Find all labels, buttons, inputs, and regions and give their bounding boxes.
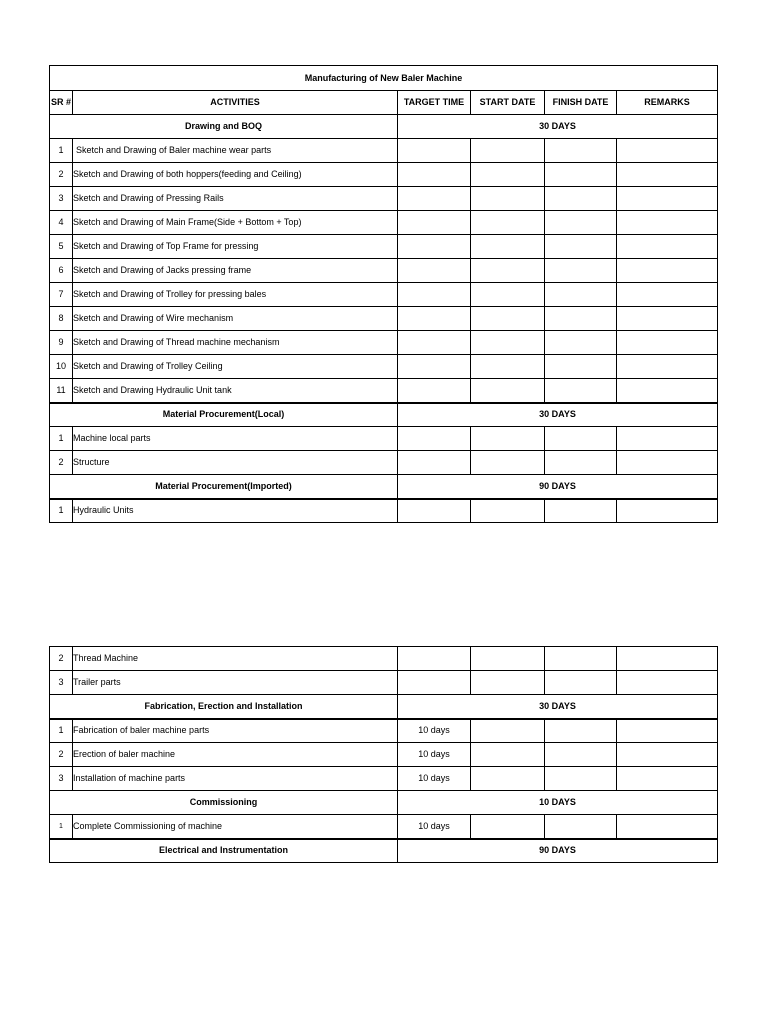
row-activity: Complete Commissioning of machine bbox=[73, 815, 398, 839]
table-row bbox=[50, 187, 718, 211]
row-finish-date bbox=[545, 355, 617, 379]
table-row bbox=[50, 767, 718, 791]
row-target-time bbox=[398, 451, 471, 475]
section-days: 30 DAYS bbox=[398, 403, 718, 427]
row-remarks bbox=[617, 671, 718, 695]
table-row bbox=[50, 355, 718, 379]
table-title: Manufacturing of New Baler Machine bbox=[50, 66, 718, 91]
row-start-date bbox=[471, 427, 545, 451]
header-row bbox=[50, 91, 718, 115]
row-number: 3 bbox=[50, 187, 73, 211]
row-finish-date bbox=[545, 451, 617, 475]
row-target-time: 10 days bbox=[398, 815, 471, 839]
section-days: 90 DAYS bbox=[398, 475, 718, 499]
header-remarks: REMARKS bbox=[617, 91, 718, 115]
row-activity: Machine local parts bbox=[73, 427, 398, 451]
row-finish-date bbox=[545, 139, 617, 163]
row-remarks bbox=[617, 427, 718, 451]
table-row bbox=[50, 743, 718, 767]
section-name: Electrical and Instrumentation bbox=[50, 839, 398, 863]
row-finish-date bbox=[545, 235, 617, 259]
row-start-date bbox=[471, 499, 545, 523]
row-number: 1 bbox=[50, 427, 73, 451]
row-activity: Hydraulic Units bbox=[73, 499, 398, 523]
row-activity: Sketch and Drawing of both hoppers(feeding and Ceiling) bbox=[73, 163, 398, 187]
row-remarks bbox=[617, 307, 718, 331]
title-row bbox=[50, 66, 718, 91]
row-activity: Erection of baler machine bbox=[73, 743, 398, 767]
row-number: 3 bbox=[50, 671, 73, 695]
row-finish-date bbox=[545, 211, 617, 235]
row-start-date bbox=[471, 451, 545, 475]
row-finish-date bbox=[545, 379, 617, 403]
row-target-time bbox=[398, 307, 471, 331]
row-finish-date bbox=[545, 743, 617, 767]
row-remarks bbox=[617, 355, 718, 379]
row-finish-date bbox=[545, 719, 617, 743]
row-activity: Thread Machine bbox=[73, 647, 398, 671]
row-activity: Sketch and Drawing of Wire mechanism bbox=[73, 307, 398, 331]
row-target-time: 10 days bbox=[398, 767, 471, 791]
table-row bbox=[50, 499, 718, 523]
row-target-time bbox=[398, 187, 471, 211]
row-finish-date bbox=[545, 671, 617, 695]
row-finish-date bbox=[545, 259, 617, 283]
row-activity: Sketch and Drawing of Main Frame(Side + Bottom + Top) bbox=[73, 211, 398, 235]
table-row bbox=[50, 427, 718, 451]
row-activity: Sketch and Drawing Hydraulic Unit tank bbox=[73, 379, 398, 403]
section-row-fabrication bbox=[50, 695, 718, 719]
table-row bbox=[50, 211, 718, 235]
header-start-date: START DATE bbox=[471, 91, 545, 115]
table-row bbox=[50, 379, 718, 403]
row-remarks bbox=[617, 163, 718, 187]
row-number: 1 bbox=[50, 139, 73, 163]
row-target-time bbox=[398, 235, 471, 259]
row-target-time bbox=[398, 647, 471, 671]
row-remarks bbox=[617, 743, 718, 767]
row-target-time bbox=[398, 139, 471, 163]
table-row bbox=[50, 647, 718, 671]
header-sr: SR # bbox=[50, 91, 73, 115]
row-finish-date bbox=[545, 815, 617, 839]
row-remarks bbox=[617, 815, 718, 839]
row-remarks bbox=[617, 187, 718, 211]
row-target-time bbox=[398, 331, 471, 355]
header-finish-date: FINISH DATE bbox=[545, 91, 617, 115]
row-start-date bbox=[471, 671, 545, 695]
row-number: 9 bbox=[50, 331, 73, 355]
section-row-procurement-local bbox=[50, 403, 718, 427]
row-target-time bbox=[398, 283, 471, 307]
row-finish-date bbox=[545, 163, 617, 187]
table-row bbox=[50, 719, 718, 743]
row-number: 2 bbox=[50, 647, 73, 671]
row-remarks bbox=[617, 331, 718, 355]
row-activity: Sketch and Drawing of Pressing Rails bbox=[73, 187, 398, 211]
row-number: 2 bbox=[50, 451, 73, 475]
row-start-date bbox=[471, 163, 545, 187]
row-activity: Sketch and Drawing of Trolley Ceiling bbox=[73, 355, 398, 379]
section-name: Material Procurement(Local) bbox=[50, 403, 398, 427]
row-target-time bbox=[398, 259, 471, 283]
section-days: 90 DAYS bbox=[398, 839, 718, 863]
row-number: 7 bbox=[50, 283, 73, 307]
schedule-table-page-1 bbox=[49, 65, 718, 523]
row-number: 6 bbox=[50, 259, 73, 283]
row-target-time bbox=[398, 427, 471, 451]
row-finish-date bbox=[545, 187, 617, 211]
table-row bbox=[50, 235, 718, 259]
row-target-time bbox=[398, 379, 471, 403]
row-remarks bbox=[617, 259, 718, 283]
row-activity: Installation of machine parts bbox=[73, 767, 398, 791]
section-row-electrical bbox=[50, 839, 718, 863]
section-name: Drawing and BOQ bbox=[50, 115, 398, 139]
row-finish-date bbox=[545, 307, 617, 331]
row-activity: Fabrication of baler machine parts bbox=[73, 719, 398, 743]
table-row bbox=[50, 307, 718, 331]
row-number: 3 bbox=[50, 767, 73, 791]
row-remarks bbox=[617, 451, 718, 475]
row-remarks bbox=[617, 211, 718, 235]
row-activity: Sketch and Drawing of Jacks pressing frame bbox=[73, 259, 398, 283]
section-name: Material Procurement(Imported) bbox=[50, 475, 398, 499]
row-number: 8 bbox=[50, 307, 73, 331]
header-activities: ACTIVITIES bbox=[73, 91, 398, 115]
row-activity: Sketch and Drawing of Trolley for pressing bales bbox=[73, 283, 398, 307]
row-target-time bbox=[398, 163, 471, 187]
row-remarks bbox=[617, 379, 718, 403]
table-row bbox=[50, 671, 718, 695]
section-row-procurement-imported bbox=[50, 475, 718, 499]
schedule-table-page-2 bbox=[49, 646, 718, 863]
row-number: 4 bbox=[50, 211, 73, 235]
row-start-date bbox=[471, 743, 545, 767]
row-finish-date bbox=[545, 767, 617, 791]
row-target-time bbox=[398, 499, 471, 523]
row-finish-date bbox=[545, 499, 617, 523]
row-start-date bbox=[471, 139, 545, 163]
row-start-date bbox=[471, 767, 545, 791]
row-number: 11 bbox=[50, 379, 73, 403]
row-remarks bbox=[617, 767, 718, 791]
section-days: 10 DAYS bbox=[398, 791, 718, 815]
row-number: 2 bbox=[50, 163, 73, 187]
row-number: 1 bbox=[50, 815, 73, 839]
row-activity: Trailer parts bbox=[73, 671, 398, 695]
row-start-date bbox=[471, 307, 545, 331]
section-name: Fabrication, Erection and Installation bbox=[50, 695, 398, 719]
row-target-time bbox=[398, 211, 471, 235]
row-start-date bbox=[471, 283, 545, 307]
row-number: 10 bbox=[50, 355, 73, 379]
row-finish-date bbox=[545, 331, 617, 355]
row-start-date bbox=[471, 235, 545, 259]
row-start-date bbox=[471, 815, 545, 839]
row-finish-date bbox=[545, 283, 617, 307]
section-days: 30 DAYS bbox=[398, 695, 718, 719]
section-row-commissioning bbox=[50, 791, 718, 815]
row-activity: Sketch and Drawing of Thread machine mechanism bbox=[73, 331, 398, 355]
row-activity: Sketch and Drawing of Top Frame for pressing bbox=[73, 235, 398, 259]
row-start-date bbox=[471, 259, 545, 283]
row-remarks bbox=[617, 235, 718, 259]
table-row bbox=[50, 139, 718, 163]
table-row bbox=[50, 815, 718, 839]
row-finish-date bbox=[545, 647, 617, 671]
section-days: 30 DAYS bbox=[398, 115, 718, 139]
row-start-date bbox=[471, 187, 545, 211]
row-target-time: 10 days bbox=[398, 719, 471, 743]
row-remarks bbox=[617, 139, 718, 163]
row-start-date bbox=[471, 379, 545, 403]
row-remarks bbox=[617, 719, 718, 743]
row-start-date bbox=[471, 647, 545, 671]
section-name: Commissioning bbox=[50, 791, 398, 815]
table-row bbox=[50, 331, 718, 355]
table-row bbox=[50, 283, 718, 307]
row-remarks bbox=[617, 647, 718, 671]
row-remarks bbox=[617, 283, 718, 307]
row-target-time bbox=[398, 355, 471, 379]
row-start-date bbox=[471, 211, 545, 235]
row-activity: Structure bbox=[73, 451, 398, 475]
section-row-drawing bbox=[50, 115, 718, 139]
row-activity: Sketch and Drawing of Baler machine wear parts bbox=[73, 139, 398, 163]
table-row bbox=[50, 259, 718, 283]
row-number: 5 bbox=[50, 235, 73, 259]
row-target-time bbox=[398, 671, 471, 695]
row-number: 2 bbox=[50, 743, 73, 767]
row-start-date bbox=[471, 719, 545, 743]
header-target-time: TARGET TIME bbox=[398, 91, 471, 115]
row-number: 1 bbox=[50, 719, 73, 743]
row-number: 1 bbox=[50, 499, 73, 523]
row-target-time: 10 days bbox=[398, 743, 471, 767]
table-row bbox=[50, 451, 718, 475]
table-row bbox=[50, 163, 718, 187]
row-start-date bbox=[471, 355, 545, 379]
row-start-date bbox=[471, 331, 545, 355]
row-remarks bbox=[617, 499, 718, 523]
row-finish-date bbox=[545, 427, 617, 451]
